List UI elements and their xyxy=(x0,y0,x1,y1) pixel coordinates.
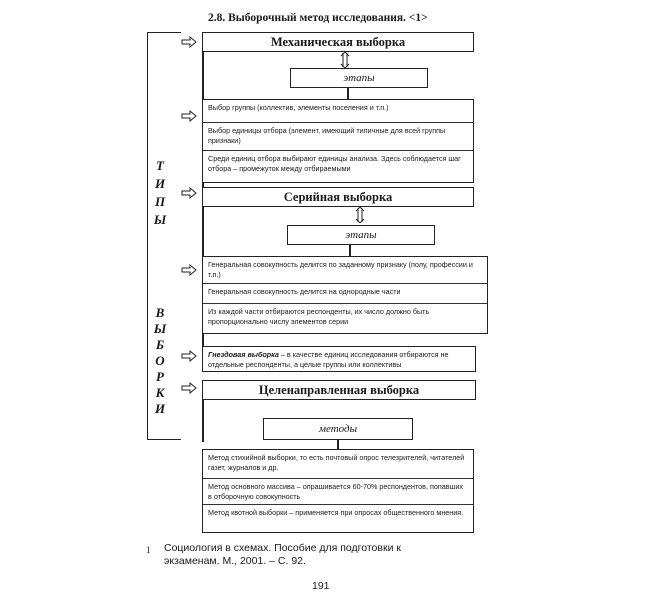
nested-sample-box xyxy=(202,346,476,372)
list-item: Генеральная совокупность делится по заданному признаку (полу, профессии и т.п.) xyxy=(208,260,473,279)
arrow-right-icon xyxy=(181,382,197,394)
arrow-right-icon xyxy=(181,36,197,48)
section-title: 2.8. Выборочный метод исследования. <1> xyxy=(208,12,428,24)
side-letter: О xyxy=(155,353,165,368)
targeted-methods-box: методы xyxy=(263,418,413,440)
serial-stages-box: этапы xyxy=(287,225,435,245)
side-letter: И xyxy=(154,401,166,416)
footnote-text: Социология в схемах. Пособие для подготовки к экзаменам. М., 2001. – С. 92. xyxy=(164,542,401,567)
side-letter: П xyxy=(154,194,166,209)
side-letter: Ы xyxy=(153,321,167,336)
nested-sample-text: – в качестве единиц исследования отбираются не отдельные респонденты, а целые группы или коллективы xyxy=(208,350,449,369)
side-letter: И xyxy=(154,176,166,191)
mechanical-stages-box: этапы xyxy=(290,68,428,88)
targeted-methods-list xyxy=(202,449,474,533)
arrow-right-icon xyxy=(181,264,197,276)
double-arrow-icon xyxy=(340,52,350,68)
side-letter: Ы xyxy=(153,212,167,227)
list-item: Выбор группы (коллектив, элементы поселения и т.п.) xyxy=(208,103,389,112)
list-item: Из каждой части отбираются респонденты, их число должно быть пропорционально числу элементов серии xyxy=(203,303,487,333)
list-item: Метод основного массива – опрашивается 60-70% респондентов, попавших в отборочную совокупность xyxy=(203,478,473,504)
side-letter: В xyxy=(155,305,165,320)
list-item: Среди единиц отбора выбирают единицы анализа. Здесь соблюдается шаг отбора – промежуток между отбираемыми xyxy=(203,150,473,181)
footnote-mark: 1 xyxy=(146,545,151,555)
nested-sample-term: Гнездовая выборка xyxy=(208,350,279,359)
page-number: 191 xyxy=(312,580,330,592)
targeted-sample-header: Целенаправленная выборка xyxy=(202,380,476,400)
arrow-right-icon xyxy=(181,350,197,362)
arrow-right-icon xyxy=(181,187,197,199)
mechanical-sample-header: Механическая выборка xyxy=(202,32,474,52)
double-arrow-icon xyxy=(355,207,365,223)
list-item: Метод стихийной выборки, то есть почтовый опрос телезрителей, читателей газет, журналов и др. xyxy=(208,453,465,472)
side-letter: Т xyxy=(156,158,164,173)
list-item: Генеральная совокупность делится на однородные части xyxy=(203,283,487,303)
side-letter: К xyxy=(155,385,165,400)
list-item: Метод квотной выборки – применяется при опросах общественного мнения. xyxy=(203,504,473,532)
mechanical-steps-list xyxy=(202,99,474,183)
side-letter: Б xyxy=(155,337,165,352)
serial-steps-list xyxy=(202,256,488,334)
connector-line xyxy=(202,398,204,442)
list-item: Выбор единицы отбора (элемент, имеющий типичные для всей группы признаки) xyxy=(203,122,473,150)
side-letter: Р xyxy=(156,369,164,384)
arrow-right-icon xyxy=(181,110,197,122)
serial-sample-header: Серийная выборка xyxy=(202,187,474,207)
